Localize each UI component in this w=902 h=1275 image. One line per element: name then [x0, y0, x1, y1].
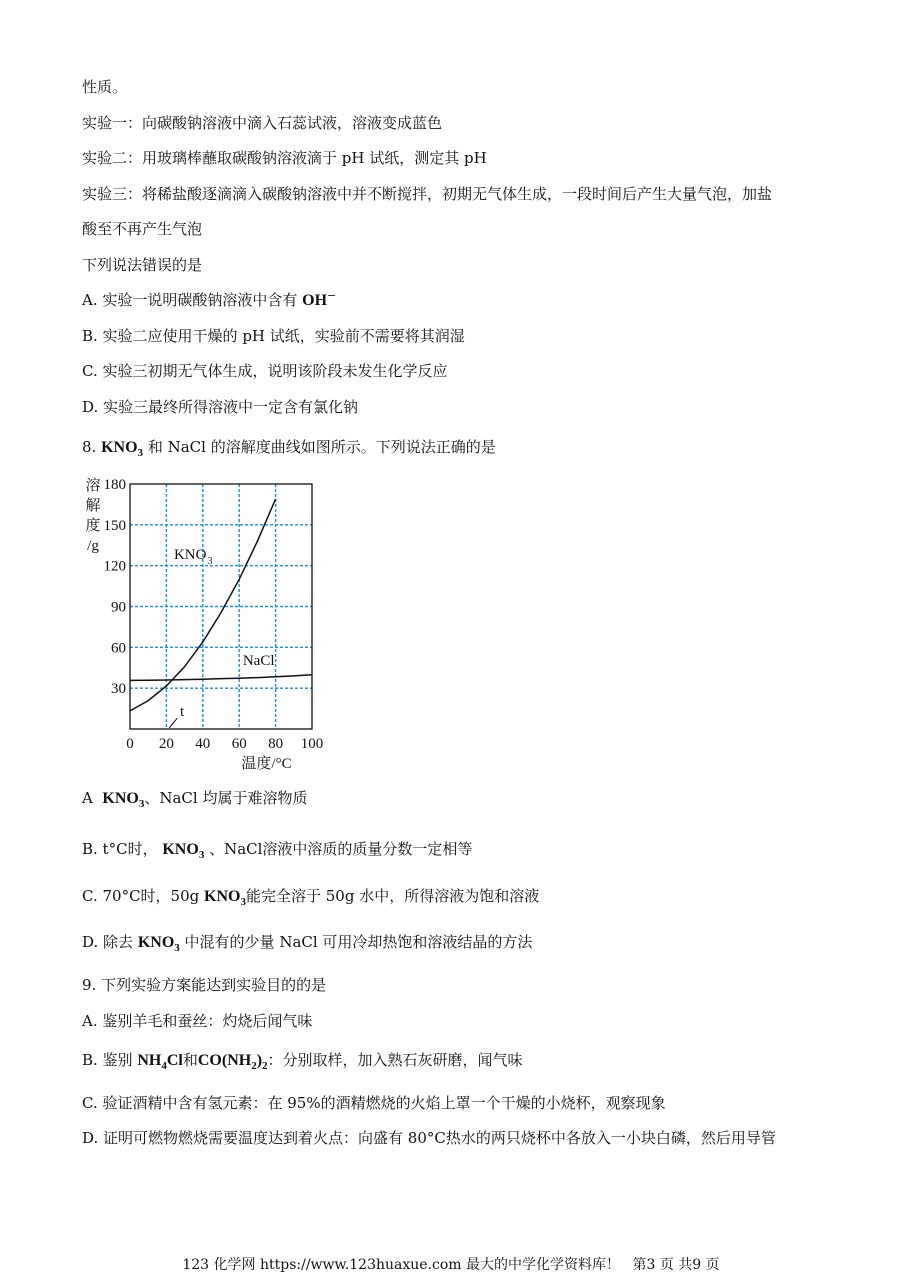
series-label-nacl: NaCl [242, 653, 275, 670]
formula-subscript: 3 [137, 447, 144, 459]
x-tick-label: 40 [195, 736, 211, 752]
option-text: 能完全溶于 50g 水中，所得溶液为饱和溶液 [245, 887, 540, 905]
charge-sign: − [327, 289, 337, 302]
question-9-stem: 9. 下列实验方案能达到实验目的的是 [82, 976, 327, 994]
question-number: 8. [82, 438, 97, 456]
formula-part: Cl [166, 1052, 183, 1069]
x-tick-label: 60 [231, 736, 247, 752]
conjunction: 和 [182, 1051, 198, 1069]
formula-subscript: 3 [240, 896, 246, 908]
y-tick-label: 180 [103, 477, 126, 493]
text-line: 性质。 [82, 78, 128, 96]
y-tick-label: 60 [111, 640, 126, 657]
x-tick-label: 80 [268, 736, 284, 752]
series-label-subscript: 3 [207, 555, 213, 567]
experiment-3-line-1: 实验三：将稀盐酸逐滴滴入碳酸钠溶液中并不断搅拌，初期无气体生成，一段时间后产生大量气泡，加盐 [82, 185, 773, 203]
x-tick-label: 0 [126, 736, 134, 752]
question-7-option-b: B. 实验二应使用干燥的 pH 试纸，实验前不需要将其润湿 [82, 327, 465, 345]
x-tick-label: 100 [300, 736, 324, 752]
formula-part: ) [256, 1052, 263, 1069]
option-text: ：分别取样，加入熟石灰研磨，闻气味 [267, 1051, 523, 1069]
question-8-stem [82, 437, 496, 459]
formula-subscript: 2 [262, 1060, 268, 1072]
footer-page-number: 第3 页 共9 页 [632, 1257, 720, 1273]
experiment-3-line-2: 酸至不再产生气泡 [82, 220, 203, 238]
formula-subscript: 4 [161, 1060, 167, 1072]
hydroxide-formula: OH [302, 292, 328, 309]
footer-site: 123 化学网 https://www.123huaxue.com 最大的中学化学资料库！ [182, 1257, 621, 1273]
kno3-formula: KNO [204, 888, 241, 905]
formula-subscript: 2 [251, 1060, 257, 1072]
question-8-option-d [82, 932, 532, 954]
formula-subscript: 3 [174, 942, 180, 954]
question-9-option-c: C. 验证酒精中含有氢元素：在 95%的酒精燃烧的火焰上罩一个干燥的小烧杯，观察现象 [82, 1094, 666, 1112]
kno3-formula: KNO [102, 790, 139, 807]
annotation-t: t [180, 704, 185, 721]
formula-subscript: 3 [138, 798, 145, 810]
y-tick-label: 30 [111, 681, 126, 698]
y-axis-label: 解 [85, 498, 101, 514]
option-text: 、NaCl溶液中溶质的质量分数一定相等 [209, 840, 473, 858]
question-7-option-d: D. 实验三最终所得溶液中一定含有氯化钠 [82, 398, 359, 416]
experiment-1: 实验一：向碳酸钠溶液中滴入石蕊试液，溶液变成蓝色 [82, 114, 443, 132]
option-text: 、NaCl 均属于难溶物质 [144, 789, 308, 807]
question-9-option-d: D. 证明可燃物燃烧需要温度达到着火点：向盛有 80°C热水的两只烧杯中各放入一小块白磷，然后用导管 [82, 1129, 776, 1147]
y-axis-label: 度 [85, 518, 101, 534]
y-tick-label: 150 [103, 517, 126, 534]
y-tick-label: 90 [111, 599, 126, 616]
kno3-formula: KNO [162, 841, 199, 858]
formula-part: NH [137, 1052, 162, 1069]
question-9-option-a: A. 鉴别羊毛和蚕丝：灼烧后闻气味 [82, 1012, 313, 1030]
question-8-option-b [82, 839, 472, 861]
question-7-option-a [82, 290, 336, 312]
question-8-option-a [82, 788, 307, 810]
experiment-2: 实验二：用玻璃棒蘸取碳酸钠溶液滴于 pH 试纸，测定其 pH [82, 149, 487, 167]
option-text: B. t°C时， [82, 840, 158, 858]
x-axis-label: 温度/°C [241, 756, 292, 772]
y-axis-label: /g [87, 538, 99, 554]
y-axis-label: 溶 [85, 478, 101, 494]
series-label-kno3: KNO [173, 546, 207, 563]
option-letter: A [82, 789, 93, 807]
stem-text: 和 NaCl 的溶解度曲线如图所示。下列说法正确的是 [147, 438, 496, 456]
x-tick-label: 20 [158, 736, 174, 752]
solubility-chart [80, 470, 340, 775]
option-text: A. 实验一说明碳酸钠溶液中含有 [82, 291, 298, 309]
page-footer [0, 1254, 902, 1274]
question-8-option-c [82, 886, 539, 908]
option-text: D. 除去 [82, 933, 134, 951]
ammonium-chloride-formula [137, 1052, 183, 1072]
series-line-nacl [130, 675, 312, 681]
option-text: 中混有的少量 NaCl 可用冷却热饱和溶液结晶的方法 [184, 933, 533, 951]
y-tick-label: 120 [103, 558, 126, 575]
option-text: B. 鉴别 [82, 1051, 133, 1069]
kno3-formula: KNO [101, 439, 138, 456]
formula-part: CO(NH [197, 1052, 252, 1069]
urea-formula [197, 1052, 268, 1072]
kno3-formula: KNO [137, 934, 175, 951]
annotation-pointer [169, 718, 177, 728]
option-text: C. 70°C时，50g [82, 887, 200, 905]
question-9-option-b [82, 1050, 523, 1072]
question-7-stem: 下列说法错误的是 [82, 256, 203, 274]
question-7-option-c: C. 实验三初期无气体生成，说明该阶段未发生化学反应 [82, 362, 448, 380]
formula-subscript: 3 [198, 849, 205, 861]
